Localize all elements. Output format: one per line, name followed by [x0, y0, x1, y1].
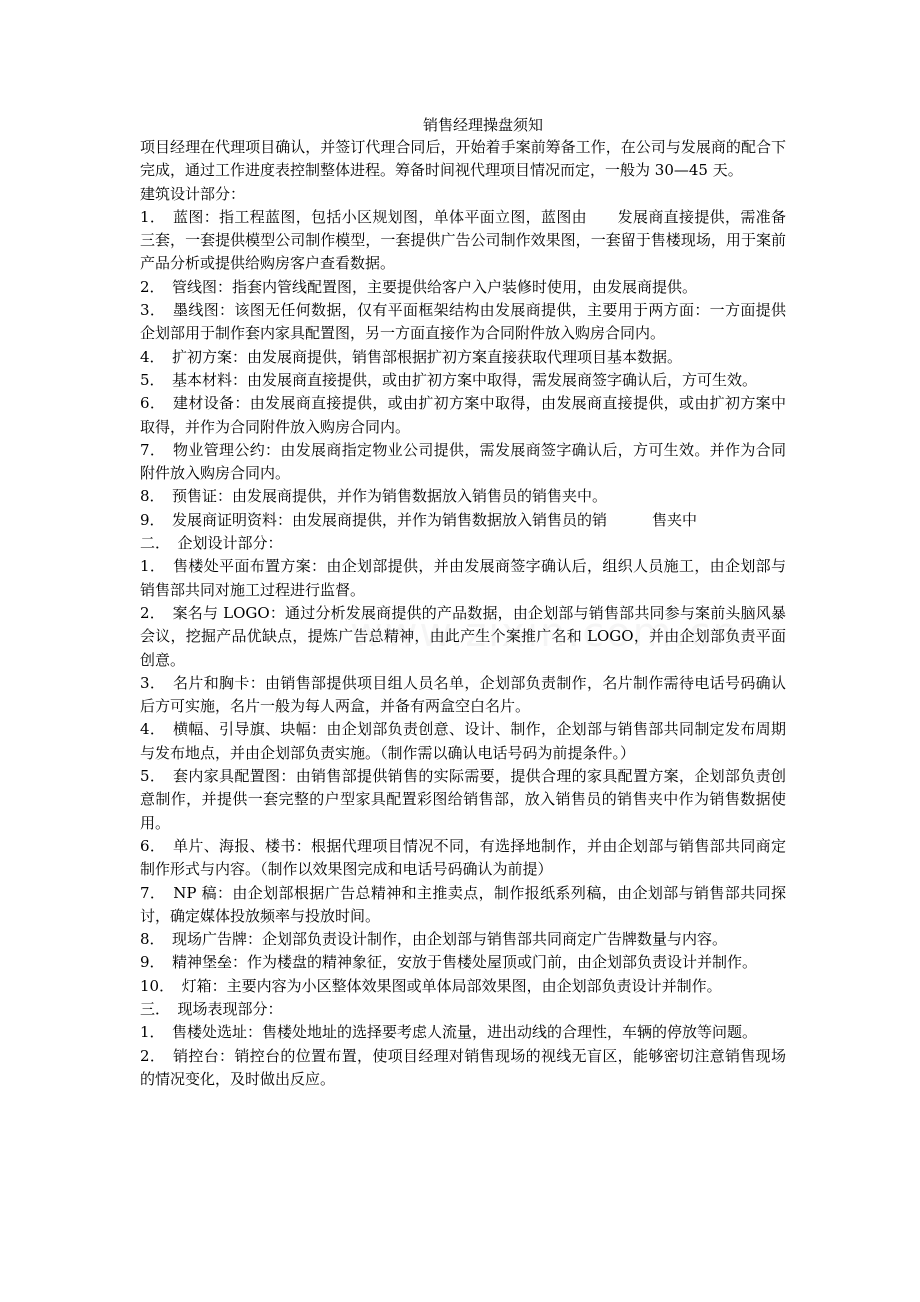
paragraph: 8． 现场广告牌：企划部负责设计制作，由企划部与销售部共同商定广告牌数量与内容。 [140, 930, 728, 949]
document-body [140, 136, 786, 1091]
paragraph: 3． 名片和胸卡：由销售部提供项目组人员名单，企划部负责制作，名片制作需待电话号码确认后方可实施，名片一般为每人两盒，并备有两盒空白名片。 [140, 673, 786, 716]
paragraph: 1． 蓝图：指工程蓝图，包括小区规划图，单体平面立图，蓝图由 发展商直接提供，需准备三套，一套提供模型公司制作模型，一套提供广告公司制作效果图，一套留于售楼现场，用于案前产品分析或提供给购房客户查看数据。 [140, 207, 786, 273]
paragraph: 7． 物业管理公约：由发展商指定物业公司提供，需发展商签字确认后，方可生效。并作为合同附件放入购房合同内。 [140, 440, 786, 483]
paragraph: 4． 横幅、引导旗、块幅：由企划部负责创意、设计、制作，企划部与销售部共同制定发布周期与发布地点，并由企划部负责实施。（制作需以确认电话号码为前提条件。） [140, 720, 786, 762]
paragraph: 10． 灯箱：主要内容为小区整体效果图或单体局部效果图，由企划部负责设计并制作。 [140, 976, 722, 995]
paragraph: 9． 精神堡垒：作为楼盘的精神象征，安放于售楼处屋顶或门前，由企划部负责设计并制作。 [140, 953, 758, 972]
document-title: 销售经理操盘须知 [422, 116, 543, 134]
paragraph: 2． 案名与 LOGO：通过分析发展商提供的产品数据，由企划部与销售部共同参与案前头脑风暴会议，挖掘产品优缺点，提炼广告总精神，由此产生个案推广名和 LOGO，并由企划部负责平面创意。 [140, 603, 786, 669]
paragraph: 6． 建材设备：由发展商直接提供，或由扩初方案中取得，由发展商直接提供，或由扩初方案中取得，并作为合同附件放入购房合同内。 [140, 394, 786, 436]
document-page [140, 114, 786, 1091]
paragraph: 8． 预售证：由发展商提供，并作为销售数据放入销售员的销售夹中。 [140, 487, 608, 506]
paragraph: 7． NP 稿：由企划部根据广告总精神和主推卖点，制作报纸系列稿，由企划部与销售部共同探讨，确定媒体投放频率与投放时间。 [140, 883, 786, 925]
paragraph: 3． 墨线图：该图无任何数据，仅有平面框架结构由发展商提供，主要用于两方面：一方面提供企划部用于制作套内家具配置图，另一方面直接作为合同附件放入购房合同内。 [140, 301, 786, 343]
paragraph: 9． 发展商证明资料：由发展商提供，并作为销售数据放入销售员的销 售夹中 [140, 510, 698, 529]
paragraph: 1． 售楼处平面布置方案：由企划部提供，并由发展商签字确认后，组织人员施工，由企划部与销售部共同对施工过程进行监督。 [140, 557, 786, 599]
paragraph: 建筑设计部分： [140, 184, 246, 203]
paragraph: 5． 基本材料：由发展商直接提供，或由扩初方案中取得，需发展商签字确认后，方可生效。 [140, 370, 758, 389]
paragraph: 4． 扩初方案：由发展商提供，销售部根据扩初方案直接获取代理项目基本数据。 [140, 347, 683, 366]
paragraph: 二． 企划设计部分： [140, 534, 283, 553]
paragraph: 5． 套内家具配置图：由销售部提供销售的实际需要，提供合理的家具配置方案，企划部负责创意制作，并提供一套完整的户型家具配置彩图给销售部，放入销售员的销售夹中作为销售数据使用。 [140, 767, 786, 832]
paragraph: 1． 售楼处选址：售楼处地址的选择要考虑人流量，进出动线的合理性，车辆的停放等问题。 [140, 1023, 758, 1042]
paragraph: 2． 销控台：销控台的位置布置，使项目经理对销售现场的视线无盲区，能够密切注意销售现场的情况变化，及时做出反应。 [140, 1046, 786, 1088]
paragraph: 三． 现场表现部分： [140, 999, 283, 1018]
paragraph: 2． 管线图：指套内管线配置图，主要提供给客户入户装修时使用，由发展商提供。 [140, 277, 698, 296]
paragraph: 项目经理在代理项目确认，并签订代理合同后，开始着手案前筹备工作，在公司与发展商的配合下完成，通过工作进度表控制整体进程。筹备时间视代理项目情况而定，一般为 30—45 天。 [140, 138, 786, 180]
paragraph: 6． 单片、海报、楼书：根据代理项目情况不同，有选择地制作，并由企划部与销售部共同商定制作形式与内容。（制作以效果图完成和电话号码确认为前提） [140, 836, 786, 879]
